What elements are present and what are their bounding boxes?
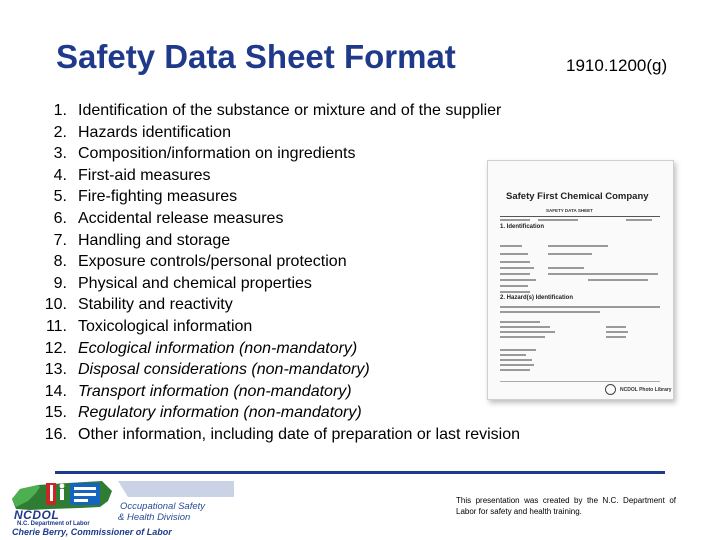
section-number: 10. <box>44 296 67 314</box>
footer-rule <box>55 471 665 474</box>
section-number: 5. <box>53 188 67 206</box>
section-number: 8. <box>53 253 67 271</box>
sds-section-item <box>40 122 680 144</box>
sds-text-line <box>606 336 626 338</box>
sds-text-line <box>500 359 532 361</box>
section-number: 2. <box>53 123 67 141</box>
section-title: Disposal considerations (non-mandatory) <box>78 361 370 379</box>
sds-sample-image <box>487 160 674 400</box>
section-number: 12. <box>44 339 67 357</box>
section-number: 7. <box>53 231 67 249</box>
sds-text-line <box>500 364 534 366</box>
sds-text-line <box>500 306 660 308</box>
logo-commissioner-text: Cherie Berry, Commissioner of Labor <box>12 527 172 537</box>
sds-section-item <box>40 402 680 424</box>
section-title: Regulatory information (non-mandatory) <box>78 404 362 422</box>
sds-text-line <box>548 267 584 269</box>
worker-silhouette-icon <box>60 484 65 489</box>
sds-text-line <box>500 321 540 323</box>
sds-section-item <box>40 424 680 446</box>
page-title: Safety Data Sheet Format <box>56 38 456 75</box>
section-title: Handling and storage <box>78 231 231 249</box>
sds-text-line <box>500 267 534 269</box>
section-title: Identification of the substance or mixture and of the supplier <box>78 102 502 119</box>
sds-text-line <box>500 326 550 328</box>
sds-header: SAFETY DATA SHEET <box>546 208 593 213</box>
standard-citation: 1910.1200(g) <box>566 56 668 75</box>
logo-osh-line2: & Health Division <box>118 512 191 523</box>
section-title: Transport information (non-mandatory) <box>78 382 352 400</box>
section-title: First-aid measures <box>78 166 211 184</box>
sds-text-line <box>500 291 530 293</box>
sds-text-line <box>500 349 536 351</box>
sds-text-line <box>548 253 592 255</box>
sds-text-line <box>548 273 588 275</box>
section-number: 9. <box>53 274 67 292</box>
sds-text-line <box>500 285 528 287</box>
sds-text-line <box>606 326 626 328</box>
sds-text-line <box>588 273 658 275</box>
sds-text-line <box>500 245 522 247</box>
sds-text-line <box>500 336 545 338</box>
section-title: Fire-fighting measures <box>78 188 238 206</box>
sds-text-line <box>606 331 628 333</box>
sds-text-line <box>626 219 652 221</box>
sds-section-item <box>40 100 680 122</box>
section-title: Other information, including date of preparation or last revision <box>78 425 521 443</box>
sds-text-line <box>500 219 530 221</box>
sds-photo-credit: NCDOL Photo Library <box>620 387 672 393</box>
sds-footer-divider <box>500 381 660 382</box>
section-number: 14. <box>44 382 67 400</box>
sds-section-1-heading: 1. Identification <box>500 224 545 230</box>
section-title: Ecological information (non-mandatory) <box>78 339 358 357</box>
sds-text-line <box>538 219 578 221</box>
logo-osh-line1: Occupational Safety <box>120 501 206 512</box>
presentation-credit: This presentation was created by the N.C. Department of Labor for safety and health training. <box>456 496 676 516</box>
section-number: 15. <box>44 404 67 422</box>
section-title: Composition/information on ingredients <box>78 145 356 163</box>
sds-text-line <box>548 245 608 247</box>
sds-section-2-heading: 2. Hazard(s) Identification <box>500 295 574 301</box>
sds-text-line <box>500 279 536 281</box>
section-number: 4. <box>53 166 67 184</box>
section-title: Hazards identification <box>78 123 231 141</box>
sds-company-name: Safety First Chemical Company <box>506 191 649 202</box>
sds-divider <box>500 216 660 217</box>
section-number: 11. <box>45 317 67 335</box>
section-number: 13. <box>44 361 67 379</box>
sds-text-line <box>500 311 600 313</box>
ncdol-photo-mark-icon <box>605 384 616 395</box>
sds-text-line <box>500 253 528 255</box>
sds-text-line <box>500 354 526 356</box>
sds-text-line <box>588 279 648 281</box>
section-title: Toxicological information <box>78 317 253 335</box>
logo-department-text: N.C. Department of Labor <box>17 521 90 527</box>
section-number: 6. <box>53 209 67 227</box>
section-title: Accidental release measures <box>78 209 284 227</box>
section-title: Physical and chemical properties <box>78 274 312 292</box>
section-title: Stability and reactivity <box>78 296 233 314</box>
section-title: Exposure controls/personal protection <box>78 253 347 271</box>
sds-text-line <box>500 261 530 263</box>
sds-text-line <box>500 369 530 371</box>
section-number: 3. <box>53 145 67 163</box>
section-number: 16. <box>44 425 67 443</box>
sds-text-line <box>500 273 530 275</box>
sds-text-line <box>500 331 555 333</box>
section-number: 1. <box>53 102 67 119</box>
logo-ncdol-text: NCDOL <box>14 508 60 522</box>
